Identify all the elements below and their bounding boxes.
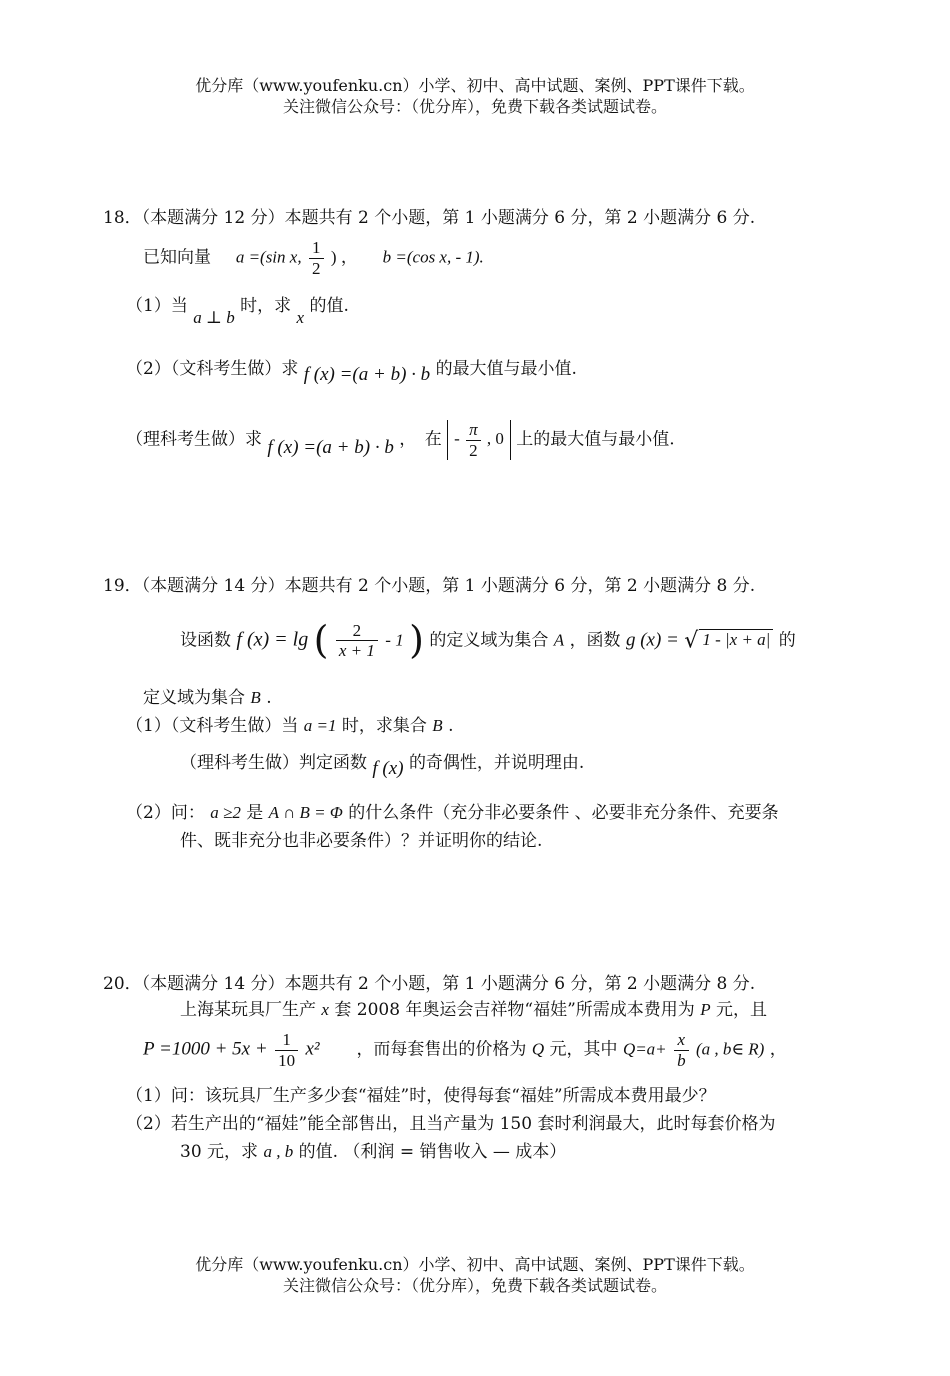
q19-line1-b: 的定义域为集合	[429, 630, 549, 651]
sqrt-icon: √	[684, 628, 699, 654]
q18-part1-perp: a ⊥ b	[193, 308, 235, 327]
q20-part2-cont	[180, 1142, 566, 1162]
q19-part1b-b: 的奇偶性，并说明理由.	[408, 753, 585, 773]
q20-line2-a: ，而每套售出的价格为	[356, 1039, 527, 1060]
q20-line2-c: ，	[769, 1039, 787, 1060]
q20-part2-c: 的值. （利润 = 销售收入 — 成本）	[298, 1142, 567, 1162]
q20-line1-b: 套 2008 年奥运会吉祥物“福娃”所需成本费用为	[334, 1000, 695, 1020]
q18-part2-b: 的最大值与最小值.	[435, 359, 577, 379]
q19-line1-c: ，函数	[569, 630, 621, 651]
q18-part3-f: f (x) =(a + b) · b	[267, 436, 394, 458]
q19-part2-cont: 件、既非充分也非必要条件）？并证明你的结论.	[180, 831, 543, 851]
q20-frac-num: 1	[275, 1030, 298, 1051]
q20-part2-ab: a , b	[263, 1142, 294, 1161]
q20-x: x	[321, 1000, 329, 1019]
q18-pi: π	[466, 420, 481, 441]
q18-pi-fraction	[466, 420, 481, 460]
footer-line-2: 关注微信公众号：（优分库），免费下载各类试题试卷。	[282, 1276, 667, 1295]
q19-part2	[126, 803, 779, 823]
q18-vector-a-close: ) ，	[330, 247, 358, 267]
q18-part1-a: （1）当	[126, 296, 188, 316]
q19-paren-open: (	[313, 618, 329, 662]
q19-part2-set: A ∩ B = Φ	[268, 803, 343, 822]
q19-part1-cond: a =1	[303, 716, 337, 735]
q20-line1-a: 上海某玩具厂生产	[180, 1000, 316, 1020]
q18-vector-a: a =(sin x,	[235, 247, 302, 267]
q20-Q: Q	[531, 1039, 545, 1059]
q19-line2-b: .	[266, 688, 272, 708]
q19-line2	[143, 688, 272, 708]
q18-intro-label: 已知向量	[143, 247, 211, 268]
q19-minus-one: - 1	[385, 630, 404, 650]
q18-vector-b: b =(cos x, - 1).	[382, 247, 484, 267]
header-line-2: 关注微信公众号：（优分库），免费下载各类试题试卷。	[282, 97, 667, 116]
q18-interval	[447, 420, 511, 460]
q18-part3-b: 上的最大值与最小值.	[516, 429, 675, 450]
q19-f-def: f (x) = lg	[236, 628, 309, 651]
q20-line2-b: 元，其中	[549, 1039, 618, 1060]
q19-part1-c: .	[448, 716, 454, 736]
q20-Q-formula: Q=a+	[622, 1039, 667, 1059]
q18-part3-a: （理科考生做）求	[126, 429, 262, 450]
q19-line2-a: 定义域为集合	[143, 688, 245, 708]
q18-part2	[126, 358, 577, 385]
q18-intro	[143, 238, 484, 278]
q18-pi-den: 2	[469, 440, 478, 460]
q18-frac-den: 2	[312, 258, 321, 278]
q20-line1	[180, 1000, 767, 1020]
q20-part2: （2）若生产出的“福娃”能全部售出，且当产量为 150 套时利润最大，此时每套价格为	[126, 1114, 776, 1134]
q19-part2-cond: a ≥2	[210, 803, 241, 822]
q19-part2-a: （2）问：	[126, 803, 205, 823]
q20-tenth-fraction	[275, 1030, 298, 1070]
q19-part1b-a: （理科考生做）判定函数	[180, 753, 367, 773]
q19-paren-close: )	[409, 618, 424, 662]
q18-half-fraction	[309, 238, 324, 278]
q20-q-num: x	[674, 1030, 689, 1051]
q19-frac-num: 2	[336, 621, 378, 642]
q19-part1-b: 时，求集合	[341, 716, 427, 736]
q18-title: 18．（本题满分 12 分）本题共有 2 个小题，第 1 小题满分 6 分，第 2 小题满分 6 分.	[103, 208, 756, 228]
q18-part1-x: x	[296, 308, 305, 327]
q20-P: P	[700, 1000, 711, 1019]
q19-part1b	[180, 752, 585, 779]
q20-q-den: b	[677, 1050, 686, 1070]
q18-part2-a: （2）（文科考生做）求	[126, 359, 299, 379]
q18-interval-left: -	[454, 428, 460, 448]
footer-line-1: 优分库（www.youfenku.cn）小学、初中、高中试题、案例、PPT课件下载。	[195, 1255, 755, 1274]
q18-part1	[126, 296, 349, 327]
q19-part1-B: B	[432, 716, 443, 735]
q18-interval-right: , 0	[486, 428, 504, 448]
q18-part3	[126, 420, 675, 460]
q19-title: 19．（本题满分 14 分）本题共有 2 个小题，第 1 小题满分 6 分，第 2 小题满分 8 分.	[103, 576, 756, 596]
q20-q-fraction	[674, 1030, 689, 1070]
q20-part1: （1）问：该玩具厂生产多少套“福娃”时，使得每套“福娃”所需成本费用最少？	[126, 1086, 716, 1106]
q19-line1	[180, 618, 796, 664]
q19-line1-d: 的	[778, 630, 796, 651]
q20-frac-den: 10	[278, 1050, 296, 1070]
q18-part1-b: 时，求	[240, 296, 292, 316]
q20-title: 20．（本题满分 14 分）本题共有 2 个小题，第 1 小题满分 6 分，第 2 小题满分 8 分.	[103, 974, 756, 994]
header-line-1: 优分库（www.youfenku.cn）小学、初中、高中试题、案例、PPT课件下载。	[195, 76, 755, 95]
q19-part1b-f: f (x)	[372, 758, 404, 779]
q19-line1-a: 设函数	[180, 630, 231, 651]
q19-part1	[126, 716, 453, 736]
q20-line1-c: 元，且	[716, 1000, 768, 1020]
q20-condition: (a , b∈ R)	[695, 1039, 765, 1059]
q19-sqrt-body: 1 - |x + a|	[699, 629, 773, 650]
q19-part1-a: （1）（文科考生做）当	[126, 716, 299, 736]
q19-fraction	[336, 621, 378, 661]
q19-part2-c: 的什么条件（充分非必要条件 、必要非充分条件、充要条	[348, 803, 779, 823]
q19-frac-den: x + 1	[338, 641, 375, 661]
q18-part1-c: 的值.	[309, 296, 349, 316]
q20-P-formula: P =1000 + 5x +	[143, 1038, 268, 1060]
q19-g-def: g (x) =	[625, 629, 679, 651]
q18-part3-in: ， 在	[399, 429, 442, 450]
q20-x-squared: x²	[305, 1038, 320, 1060]
q20-part2-b: 30 元，求	[180, 1142, 259, 1162]
q19-set-B: B	[250, 688, 261, 707]
q19-set-A: A	[553, 630, 565, 650]
q19-part2-b: 是	[246, 803, 264, 823]
q18-frac-num: 1	[309, 238, 324, 259]
q18-part2-f: f (x) =(a + b) · b	[303, 364, 431, 385]
q20-line2	[143, 1030, 787, 1070]
